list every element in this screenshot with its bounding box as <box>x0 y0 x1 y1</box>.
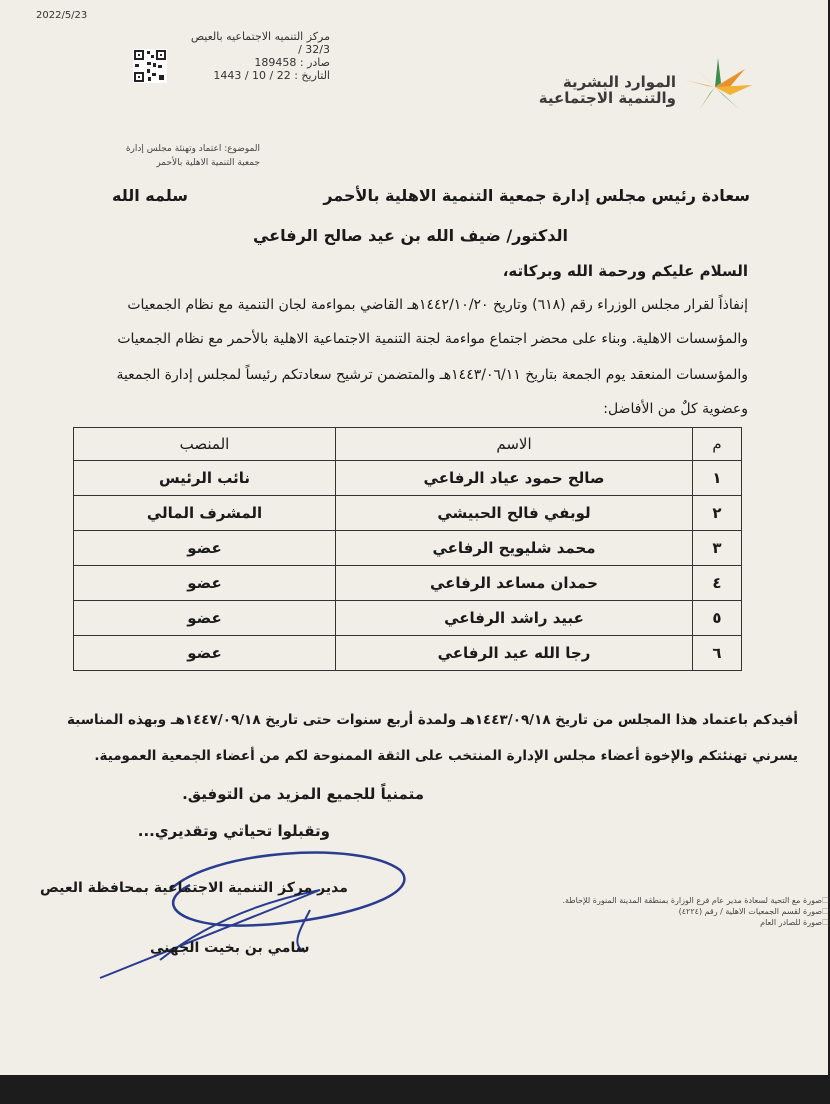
member-position: عضو <box>74 531 336 566</box>
signature-icon <box>100 830 420 980</box>
greeting: السلام عليكم ورحمة الله وبركاته، <box>502 262 748 280</box>
paragraph1-line2: والمؤسسات الاهلية. وبناء على محضر اجتماع مواءمة لجنة التنمية الاجتماعية الاهلية بالأحمر مع نظام الجمعيات <box>117 331 748 347</box>
center-name: مركز التنميه الاجتماعيه بالعيص <box>190 30 330 43</box>
signer-name: سامي بن بخيت الجهني <box>150 940 310 956</box>
blessing: سلمه الله <box>112 186 188 205</box>
copy-note: صورة لقسم الجمعيات الاهلية / رقم (٤٢٢٤) <box>678 907 822 916</box>
folder-icon: 🗀 <box>822 896 830 905</box>
member-name: محمد شليويح الرفاعي <box>336 531 693 566</box>
table-row <box>74 496 742 531</box>
folder-icon: 🗀 <box>822 907 830 916</box>
member-position: عضو <box>74 636 336 671</box>
list-item <box>470 917 830 928</box>
copies-list <box>470 895 830 928</box>
member-position: المشرف المالي <box>74 496 336 531</box>
folder-icon: 🗀 <box>822 918 830 927</box>
reference-number: 32/3 / <box>298 43 330 56</box>
row-number: ١ <box>693 461 742 496</box>
member-position: عضو <box>74 566 336 601</box>
paragraph1-line1: إنفاذاً لقرار مجلس الوزراء رقم (٦١٨) وتاريخ ١٤٤٢/١٠/٢٠هـ القاضي بمواءمة لجان التنمية مع نظام الجمعيات <box>127 297 748 313</box>
paragraph1-line4: وعضوية كلٌ من الأفاضل: <box>603 401 748 417</box>
subject-block <box>60 142 260 170</box>
ministry-name-line2: والتنمية الاجتماعية <box>538 89 676 107</box>
print-date: 2022/5/23 <box>36 10 88 21</box>
table-row <box>74 531 742 566</box>
member-name: عبيد راشد الرفاعي <box>336 601 693 636</box>
member-position: نائب الرئيس <box>74 461 336 496</box>
row-number: ٢ <box>693 496 742 531</box>
list-item <box>470 895 830 906</box>
paragraph1-line3: والمؤسسات المنعقد يوم الجمعة بتاريخ ١٤٤٣/٠٦/١١هـ والمتضمن ترشيح سعادتكم رئيساً لمجلس إدارة الجمعية <box>116 367 748 383</box>
header-position: المنصب <box>74 428 336 461</box>
board-members-table <box>73 427 742 671</box>
copy-note: صورة للصادر العام <box>760 918 822 927</box>
scan-border <box>0 1075 828 1104</box>
member-name: رجا الله عيد الرفاعي <box>336 636 693 671</box>
issue-number: صادر : 189458 <box>254 56 330 69</box>
list-item <box>470 906 830 917</box>
table-row <box>74 636 742 671</box>
addressee-name: الدكتور/ ضيف الله بن عيد صالح الرفاعي <box>252 226 568 245</box>
row-number: ٦ <box>693 636 742 671</box>
row-number: ٥ <box>693 601 742 636</box>
member-position: عضو <box>74 601 336 636</box>
header-number: م <box>693 428 742 461</box>
member-name: لوبفي فالح الحبيشي <box>336 496 693 531</box>
wish-line: متمنياً للجميع المزيد من التوفيق. <box>182 785 424 803</box>
ministry-name <box>539 74 676 106</box>
table-row <box>74 566 742 601</box>
table-row <box>74 461 742 496</box>
ministry-name-line1: الموارد البشرية <box>562 73 676 91</box>
letter-date: التاريخ : 22 / 10 / 1443 <box>213 69 330 82</box>
subject-line2: جمعية التنمية الاهلية بالأحمر <box>156 158 260 168</box>
qr-code-icon <box>133 49 167 83</box>
addressee: سعادة رئيس مجلس إدارة جمعية التنمية الاهلية بالأحمر <box>323 186 750 205</box>
member-name: صالح حمود عياد الرفاعي <box>336 461 693 496</box>
table-header-row <box>74 428 742 461</box>
header-name: الاسم <box>336 428 693 461</box>
closing-line: وتقبلوا تحياتي وتقديري... <box>137 822 330 840</box>
paragraph2-line2: يسرني تهنئتكم والإخوة أعضاء مجلس الإدارة المنتخب على الثقة الممنوحة لكم من أعضاء الجمعية العمومية. <box>94 748 798 764</box>
subject-line1: الموضوع: اعتماد وتهنئة مجلس إدارة <box>125 144 260 154</box>
table-row <box>74 601 742 636</box>
copy-note: صورة مع التحية لسعادة مدير عام فرع الوزارة بمنطقة المدينة المنورة للإحاطة. <box>562 896 822 905</box>
row-number: ٣ <box>693 531 742 566</box>
member-name: حمدان مساعد الرفاعي <box>336 566 693 601</box>
signer-title: مدير مركز التنمية الاجتماعية بمحافظة العيص <box>40 880 348 896</box>
row-number: ٤ <box>693 566 742 601</box>
paragraph2-line1: أفيدكم باعتماد هذا المجلس من تاريخ ١٤٤٣/٠٩/١٨هـ ولمدة أربع سنوات حتى تاريخ ١٤٤٧/٠٩/١٨هـ وبهذه المناسبة <box>67 712 798 728</box>
